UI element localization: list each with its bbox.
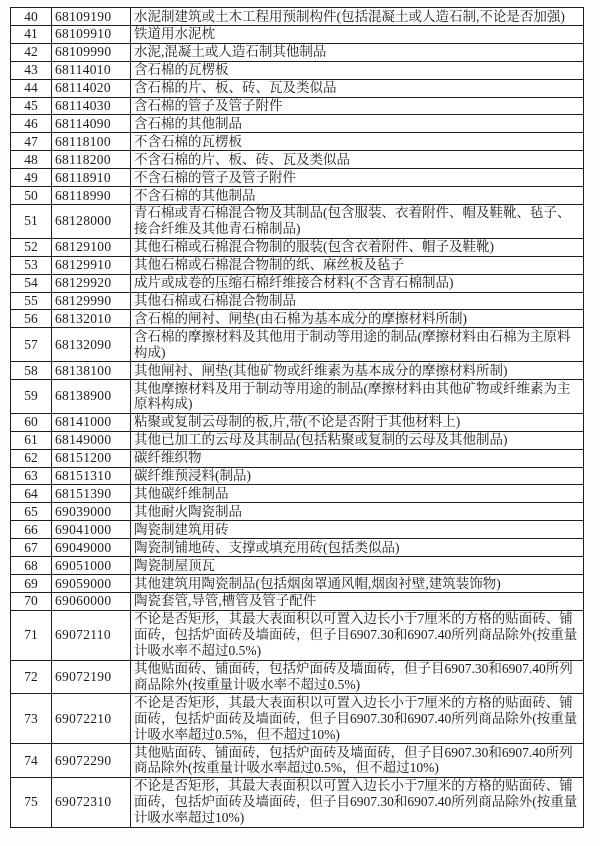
table-row (11, 238, 584, 256)
table-row (11, 467, 584, 485)
row-seq: 61 (11, 431, 52, 449)
table-row (11, 310, 584, 328)
table-row (11, 485, 584, 503)
row-desc: 成片或成卷的压缩石棉纤维接合材料(不含青石棉制品) (131, 274, 584, 292)
row-code: 68129910 (52, 256, 131, 274)
row-code: 68141000 (52, 413, 131, 431)
row-code: 69060000 (52, 592, 131, 610)
table-row (11, 43, 584, 61)
row-seq: 45 (11, 97, 52, 115)
row-desc: 其他石棉或石棉混合物制的服装(包含衣着附件、帽子及鞋靴) (131, 238, 584, 256)
table-row (11, 744, 584, 778)
row-desc: 其他建筑用陶瓷制品(包括烟囱罩通风帽,烟囱衬壁,建筑装饰物) (131, 575, 584, 593)
row-desc: 水泥,混凝土或人造石制其他制品 (131, 43, 584, 61)
row-desc: 陶瓷制建筑用砖 (131, 521, 584, 539)
row-seq: 55 (11, 292, 52, 310)
row-desc: 含石棉的闸衬、闸垫(由石棉为基本成分的摩擦材料所制) (131, 310, 584, 328)
table-row (11, 204, 584, 238)
table-row (11, 503, 584, 521)
row-desc: 其他摩擦材料及用于制动等用途的制品(摩擦材料由其他矿物或纤维素为主原料构成) (131, 380, 584, 414)
table-row (11, 25, 584, 43)
row-desc: 其他碳纤维制品 (131, 485, 584, 503)
table-row (11, 592, 584, 610)
table-row (11, 79, 584, 97)
row-desc: 不含石棉的片、板、砖、瓦及类似品 (131, 151, 584, 169)
row-code: 68109910 (52, 25, 131, 43)
row-code: 68132090 (52, 328, 131, 362)
table-row (11, 380, 584, 414)
row-code: 68138900 (52, 380, 131, 414)
row-desc: 青石棉或青石棉混合物及其制品(包含服装、衣着附件、帽及鞋靴、毡子、接合纤维及其他青石棉制品) (131, 204, 584, 238)
row-desc: 其他石棉或石棉混合物制品 (131, 292, 584, 310)
row-desc: 含石棉的片、板、砖、瓦及类似品 (131, 79, 584, 97)
row-seq: 67 (11, 539, 52, 557)
row-seq: 43 (11, 61, 52, 79)
table-row (11, 274, 584, 292)
row-code: 68151200 (52, 449, 131, 467)
row-desc: 陶瓷套管,导管,槽管及管子配件 (131, 592, 584, 610)
row-seq: 52 (11, 238, 52, 256)
row-seq: 48 (11, 151, 52, 169)
row-desc: 碳纤维预浸料(制品) (131, 467, 584, 485)
row-desc: 其他贴面砖、铺面砖，包括炉面砖及墙面砖，但子目6907.30和6907.40所列商品除外(按重量计吸水率超过0.5%，但不超过10%) (131, 744, 584, 778)
row-seq: 71 (11, 610, 52, 660)
table-row (11, 521, 584, 539)
row-code: 69072290 (52, 744, 131, 778)
row-seq: 50 (11, 187, 52, 205)
row-seq: 65 (11, 503, 52, 521)
row-desc: 不论是否矩形，其最大表面积以可置入边长小于7厘米的方格的贴面砖、铺面砖，包括炉面砖及墙面砖，但子目6907.30和6907.40所列商品除外(按重量计吸水率超过10%) (131, 777, 584, 827)
row-code: 68109190 (52, 8, 131, 26)
table-row (11, 187, 584, 205)
table-row (11, 133, 584, 151)
table-row (11, 61, 584, 79)
row-seq: 68 (11, 557, 52, 575)
table-row (11, 777, 584, 827)
row-desc: 不论是否矩形，其最大表面积以可置入边长小于7厘米的方格的贴面砖、铺面砖，包括炉面砖及墙面砖，但子目6907.30和6907.40所列商品除外(按重量计吸水率不超过0.5%) (131, 610, 584, 660)
row-desc: 含石棉的其他制品 (131, 115, 584, 133)
row-seq: 58 (11, 362, 52, 380)
row-seq: 73 (11, 694, 52, 744)
row-code: 68118100 (52, 133, 131, 151)
row-seq: 56 (11, 310, 52, 328)
row-desc: 铁道用水泥枕 (131, 25, 584, 43)
table-row (11, 557, 584, 575)
table-row (11, 292, 584, 310)
row-code: 68118910 (52, 169, 131, 187)
row-seq: 49 (11, 169, 52, 187)
row-seq: 74 (11, 744, 52, 778)
row-desc: 其他贴面砖、铺面砖，包括炉面砖及墙面砖，但子目6907.30和6907.40所列商品除外(按重量计吸水率不超过0.5%) (131, 660, 584, 694)
row-code: 68129990 (52, 292, 131, 310)
row-seq: 42 (11, 43, 52, 61)
table-row (11, 8, 584, 26)
row-code: 68109990 (52, 43, 131, 61)
row-code: 68129100 (52, 238, 131, 256)
row-desc: 含石棉的瓦楞板 (131, 61, 584, 79)
row-seq: 63 (11, 467, 52, 485)
row-desc: 不含石棉的瓦楞板 (131, 133, 584, 151)
row-code: 69072190 (52, 660, 131, 694)
row-code: 68149000 (52, 431, 131, 449)
row-code: 68132010 (52, 310, 131, 328)
row-desc: 不论是否矩形，其最大表面积以可置入边长小于7厘米的方格的贴面砖、铺面砖，包括炉面砖及墙面砖，但子目6907.30和6907.40所列商品除外(按重量计吸水率超过0.5%，但不超过10%) (131, 694, 584, 744)
table-row (11, 362, 584, 380)
row-code: 69072310 (52, 777, 131, 827)
row-desc: 含石棉的管子及管子附件 (131, 97, 584, 115)
table-row (11, 694, 584, 744)
row-seq: 46 (11, 115, 52, 133)
row-code: 68114020 (52, 79, 131, 97)
row-code: 69049000 (52, 539, 131, 557)
row-code: 68114010 (52, 61, 131, 79)
row-seq: 60 (11, 413, 52, 431)
row-desc: 陶瓷制铺地砖、支撑或填充用砖(包括类似品) (131, 539, 584, 557)
row-code: 68114030 (52, 97, 131, 115)
row-code: 69072210 (52, 694, 131, 744)
table-row (11, 431, 584, 449)
row-desc: 水泥制建筑或土木工程用预制构件(包括混凝土或人造石制,不论是否加强) (131, 8, 584, 26)
row-code: 69072110 (52, 610, 131, 660)
row-desc: 其他耐火陶瓷制品 (131, 503, 584, 521)
row-desc: 其他石棉或石棉混合物制的纸、麻丝板及毡子 (131, 256, 584, 274)
row-desc: 不含石棉的其他制品 (131, 187, 584, 205)
row-seq: 66 (11, 521, 52, 539)
row-code: 69059000 (52, 575, 131, 593)
row-seq: 53 (11, 256, 52, 274)
row-seq: 64 (11, 485, 52, 503)
hs-code-table (10, 7, 584, 828)
table-row (11, 97, 584, 115)
row-desc: 粘聚或复制云母制的板,片,带(不论是否附于其他材料上) (131, 413, 584, 431)
table-row (11, 256, 584, 274)
row-seq: 41 (11, 25, 52, 43)
table-row (11, 413, 584, 431)
row-seq: 57 (11, 328, 52, 362)
row-seq: 72 (11, 660, 52, 694)
row-code: 69039000 (52, 503, 131, 521)
row-desc: 其他闸衬、闸垫(其他矿物或纤维素为基本成分的摩擦材料所制) (131, 362, 584, 380)
row-code: 68151390 (52, 485, 131, 503)
row-desc: 其他已加工的云母及其制品(包括粘聚或复制的云母及其他制品) (131, 431, 584, 449)
row-code: 68128000 (52, 204, 131, 238)
table-row (11, 575, 584, 593)
table-row (11, 169, 584, 187)
row-desc: 含石棉的摩擦材料及其他用于制动等用途的制品(摩擦材料由石棉为主原料构成) (131, 328, 584, 362)
row-seq: 70 (11, 592, 52, 610)
row-code: 69051000 (52, 557, 131, 575)
row-seq: 69 (11, 575, 52, 593)
table-body (11, 8, 584, 828)
row-desc: 不含石棉的管子及管子附件 (131, 169, 584, 187)
row-desc: 陶瓷制屋顶瓦 (131, 557, 584, 575)
row-desc: 碳纤维织物 (131, 449, 584, 467)
row-code: 68118200 (52, 151, 131, 169)
row-seq: 47 (11, 133, 52, 151)
row-code: 68114090 (52, 115, 131, 133)
table-row (11, 660, 584, 694)
table-row (11, 115, 584, 133)
row-code: 68151310 (52, 467, 131, 485)
row-seq: 54 (11, 274, 52, 292)
table-row (11, 449, 584, 467)
row-code: 68118990 (52, 187, 131, 205)
row-seq: 51 (11, 204, 52, 238)
table-row (11, 151, 584, 169)
row-seq: 40 (11, 8, 52, 26)
table-row (11, 610, 584, 660)
row-seq: 59 (11, 380, 52, 414)
row-seq: 62 (11, 449, 52, 467)
table-row (11, 539, 584, 557)
row-seq: 75 (11, 777, 52, 827)
table-row (11, 328, 584, 362)
row-seq: 44 (11, 79, 52, 97)
row-code: 68129920 (52, 274, 131, 292)
row-code: 69041000 (52, 521, 131, 539)
row-code: 68138100 (52, 362, 131, 380)
